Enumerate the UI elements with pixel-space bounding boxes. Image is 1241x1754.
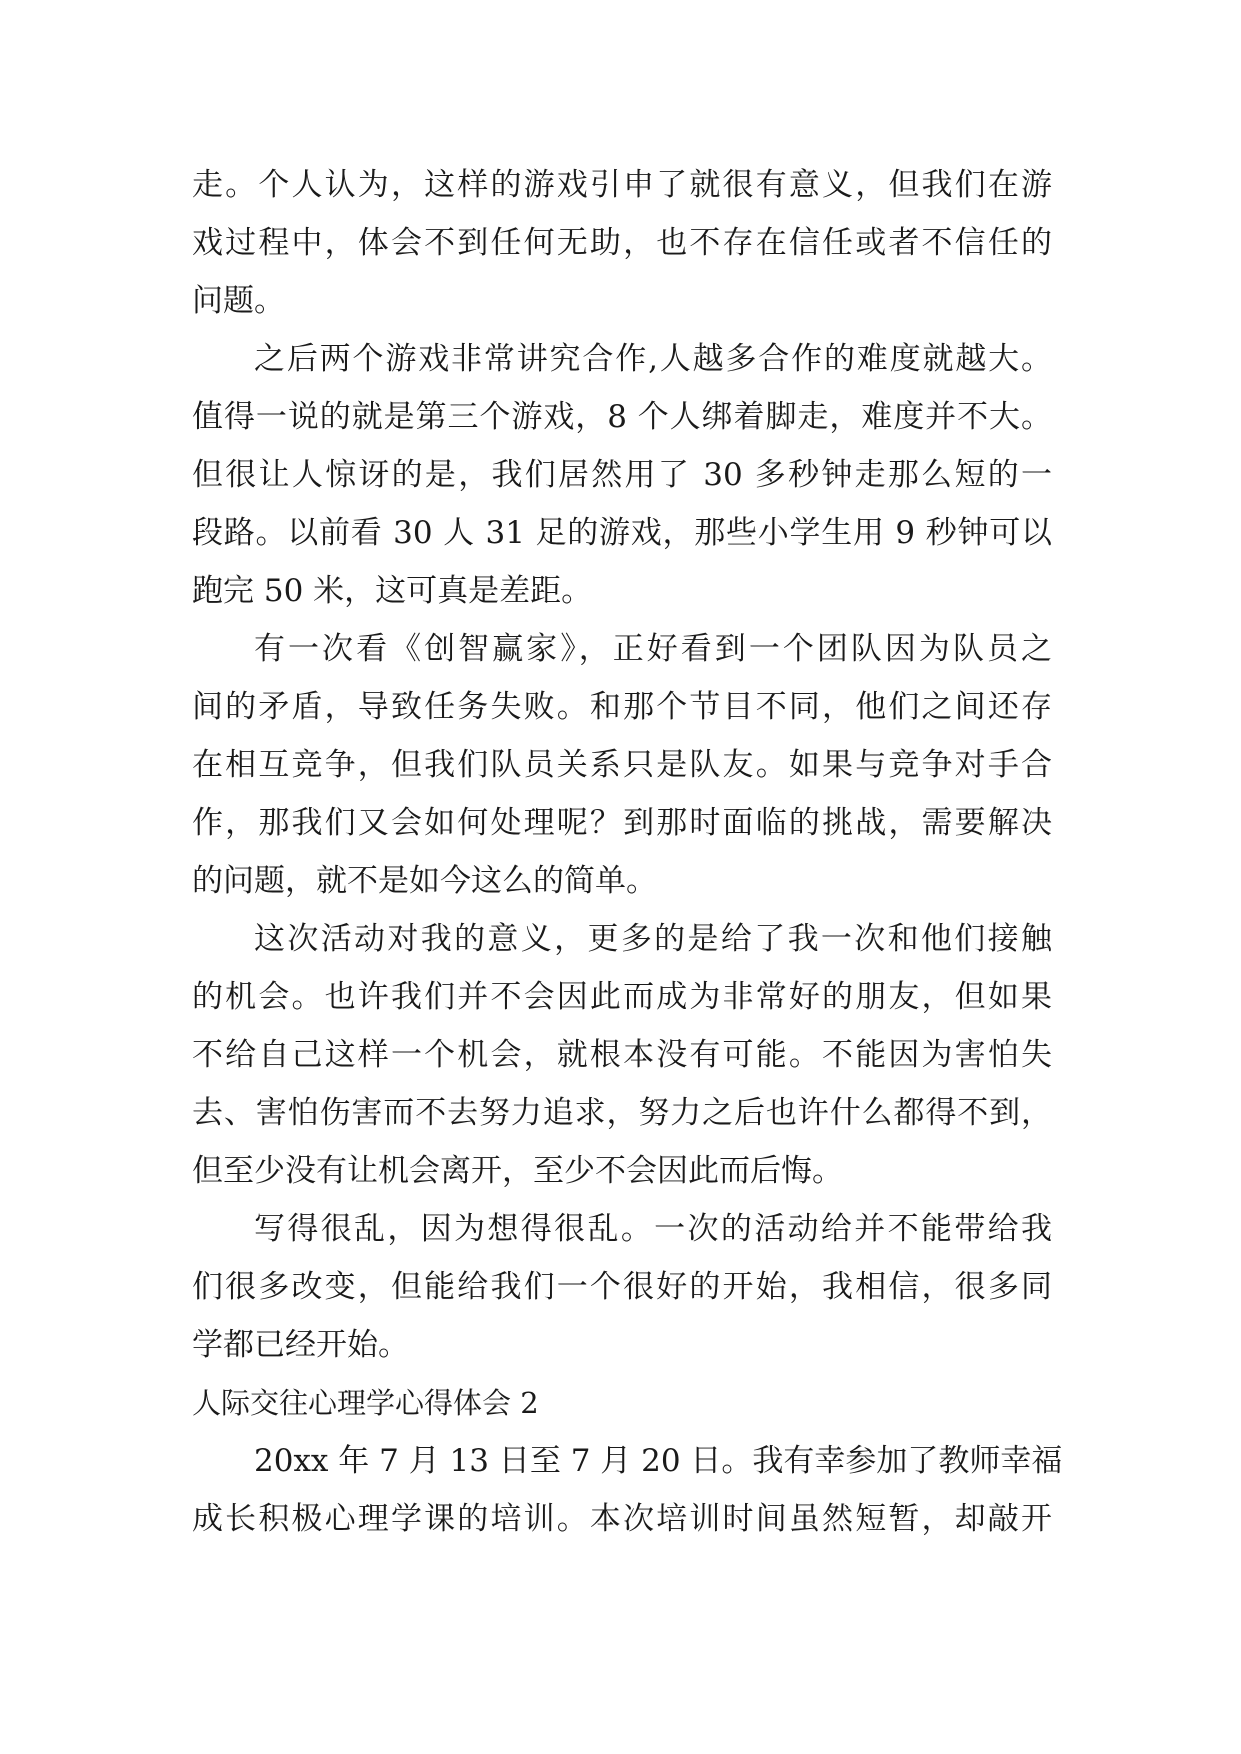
text-line: 有一次看《创智赢家》，正好看到一个团队因为队员之 <box>254 631 1052 667</box>
text-line: 但至少没有让机会离开，至少不会因此而后悔。 <box>192 1153 843 1189</box>
text-line: 但很让人惊讶的是，我们居然用了 30 多秒钟走那么短的一 <box>192 457 1052 493</box>
text-line: 的问题，就不是如今这么的简单。 <box>192 863 657 899</box>
text-line: 这次活动对我的意义，更多的是给了我一次和他们接触 <box>254 921 1052 957</box>
text-line: 值得一说的就是第三个游戏，8 个人绑着脚走，难度并不大。 <box>192 399 1052 435</box>
paragraph-2 <box>192 330 1052 620</box>
paragraph-4 <box>192 910 1052 1200</box>
text-line: 学都已经开始。 <box>192 1327 409 1363</box>
paragraph-5 <box>192 1200 1052 1374</box>
text-line: 之后两个游戏非常讲究合作,人越多合作的难度就越大。 <box>254 341 1052 377</box>
paragraph-1 <box>192 156 1052 330</box>
text-line: 20xx 年 7 月 13 日至 7 月 20 日。我有幸参加了教师幸福 <box>254 1443 1063 1479</box>
text-line: 跑完 50 米，这可真是差距。 <box>192 573 593 609</box>
text-line: 不给自己这样一个机会，就根本没有可能。不能因为害怕失 <box>192 1037 1052 1073</box>
paragraph-3 <box>192 620 1052 910</box>
text-line: 戏过程中，体会不到任何无助，也不存在信任或者不信任的 <box>192 225 1052 261</box>
text-line: 写得很乱，因为想得很乱。一次的活动给并不能带给我 <box>254 1211 1052 1247</box>
document-body <box>192 156 1063 1548</box>
text-line: 去、害怕伤害而不去努力追求，努力之后也许什么都得不到， <box>192 1095 1052 1131</box>
section-title: 人际交往心理学心得体会 2 <box>192 1386 539 1420</box>
text-line: 们很多改变，但能给我们一个很好的开始，我相信，很多同 <box>192 1269 1052 1305</box>
text-line: 走。个人认为，这样的游戏引申了就很有意义，但我们在游 <box>192 167 1052 203</box>
text-line: 段路。以前看 30 人 31 足的游戏，那些小学生用 9 秒钟可以 <box>192 515 1052 551</box>
text-line: 的机会。也许我们并不会因此而成为非常好的朋友，但如果 <box>192 979 1052 1015</box>
text-line: 作，那我们又会如何处理呢？到那时面临的挑战，需要解决 <box>192 805 1052 841</box>
text-line: 成长积极心理学课的培训。本次培训时间虽然短暂，却敲开 <box>192 1501 1052 1537</box>
text-line: 在相互竞争，但我们队员关系只是队友。如果与竞争对手合 <box>192 747 1052 783</box>
text-line: 问题。 <box>192 283 285 319</box>
text-line: 间的矛盾，导致任务失败。和那个节目不同，他们之间还存 <box>192 689 1052 725</box>
paragraph-6 <box>192 1432 1063 1548</box>
